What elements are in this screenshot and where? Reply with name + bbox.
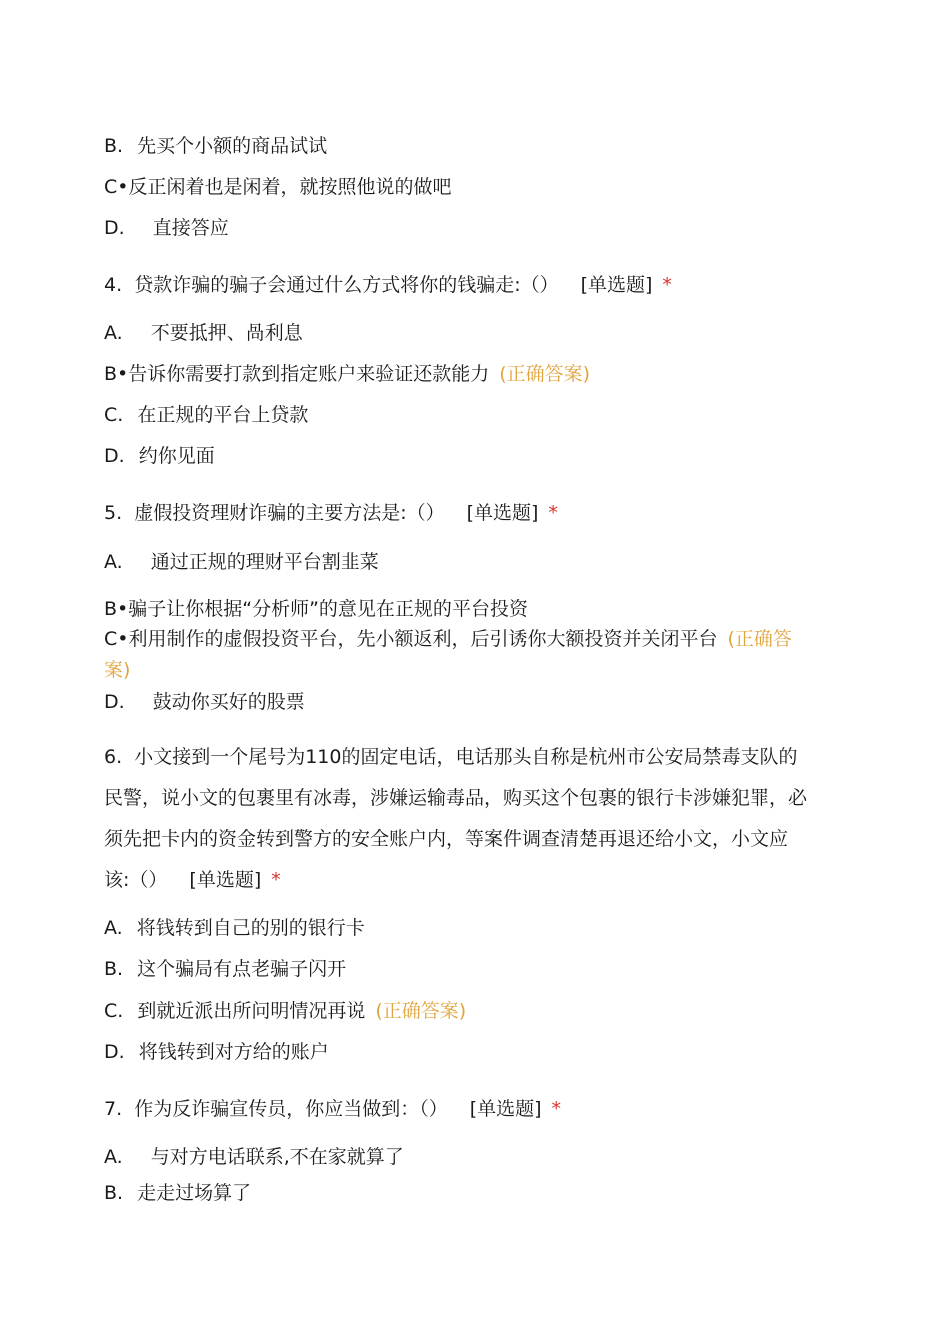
- option-label: B•: [104, 598, 129, 620]
- question-number: 7.: [104, 1098, 123, 1120]
- q5-option-c: [104, 624, 792, 654]
- question-6-line-2: [104, 783, 807, 813]
- question-text: 须先把卡内的资金转到警方的安全账户内，等案件调查清楚再退还给小文，小文应: [104, 828, 789, 850]
- question-7: [104, 1094, 561, 1124]
- required-mark: *: [551, 1098, 562, 1120]
- option-label: C•: [104, 628, 129, 650]
- option-text: 不要抵押、咼利息: [150, 322, 303, 344]
- q5-option-b: [104, 594, 528, 624]
- required-mark: *: [548, 502, 558, 524]
- question-5: [104, 498, 558, 528]
- option-label: B.: [104, 1182, 124, 1204]
- q4-option-d: [104, 441, 215, 471]
- required-mark: *: [662, 274, 672, 296]
- option-text: 走走过场算了: [137, 1182, 252, 1204]
- option-text: 将钱转到对方给的账户: [138, 1041, 329, 1063]
- q7-option-b: [104, 1178, 251, 1208]
- question-text: 贷款诈骗的骗子会通过什么方式将你的钱骗走:（）: [134, 274, 559, 296]
- correct-answer-tag: (正确答案): [375, 1000, 467, 1022]
- option-label: D.: [104, 445, 125, 467]
- question-6-line-4: [104, 865, 281, 895]
- option-text: 鼓动你买好的股票: [152, 691, 305, 713]
- q4-option-c: [104, 400, 308, 430]
- option-label: C.: [104, 1000, 124, 1022]
- option-text: 直接答应: [152, 217, 229, 239]
- q6-option-a: [104, 913, 365, 943]
- q5-option-c-wrap: [104, 655, 130, 685]
- question-text: 民警，说小文的包裹里有冰毒，涉嫌运输毒品，购买这个包裹的银行卡涉嫌犯罪，必: [104, 787, 808, 809]
- correct-answer-tag: (正确答案): [499, 363, 591, 385]
- option-text: 将钱转到自己的别的银行卡: [136, 917, 365, 939]
- question-6-line-1: [104, 742, 797, 772]
- option-label: C•: [104, 176, 129, 198]
- correct-answer-tag-cont: 案): [104, 659, 131, 681]
- required-mark: *: [271, 869, 281, 891]
- q5-option-d: [104, 687, 305, 717]
- option-label: D.: [104, 691, 125, 713]
- option-text: 骗子让你根据“分析师”的意见在正规的平台投资: [128, 598, 528, 620]
- option-text: 告诉你需要打款到指定账户来验证还款能力: [128, 363, 490, 385]
- option-label: B•: [104, 363, 129, 385]
- option-label: A.: [104, 1146, 123, 1168]
- question-number: 6.: [104, 746, 123, 768]
- question-text: 虚假投资理财诈骗的主要方法是:（）: [134, 502, 445, 524]
- option-label: B.: [104, 135, 124, 157]
- q6-option-d: [104, 1037, 329, 1067]
- q5-option-a: [104, 547, 379, 577]
- q7-option-a: [104, 1142, 404, 1172]
- option-text: 与对方电话联系,不在家就算了: [150, 1146, 404, 1168]
- question-4: [104, 270, 672, 300]
- option-text: 通过正规的理财平台割韭菜: [150, 551, 379, 573]
- question-number: 5.: [104, 502, 123, 524]
- question-type: [单选题]: [466, 502, 539, 524]
- option-label: A.: [104, 551, 123, 573]
- option-b-prev: [104, 131, 327, 161]
- option-text: 这个骗局有点老骗子闪开: [137, 958, 347, 980]
- option-text: 先买个小额的商品试试: [137, 135, 328, 157]
- option-d-prev: [104, 213, 229, 243]
- option-label: A.: [104, 322, 123, 344]
- option-text: 到就近派出所问明情况再说: [137, 1000, 366, 1022]
- question-number: 4.: [104, 274, 123, 296]
- q6-option-c: [104, 996, 466, 1026]
- question-type: [单选题]: [469, 1098, 542, 1120]
- option-text: 在正规的平台上贷款: [137, 404, 309, 426]
- option-label: A.: [104, 917, 123, 939]
- q4-option-a: [104, 318, 303, 348]
- correct-answer-tag: (正确答: [727, 628, 792, 650]
- question-type: [单选题]: [189, 869, 262, 891]
- option-text: 约你见面: [138, 445, 215, 467]
- option-text: 反正闲着也是闲着，就按照他说的做吧: [128, 176, 452, 198]
- option-label: C.: [104, 404, 124, 426]
- question-text: 小文接到一个尾号为110的固定电话，电话那头自称是杭州市公安局禁毒支队的: [134, 746, 798, 768]
- q4-option-b: [104, 359, 590, 389]
- option-label: D.: [104, 217, 125, 239]
- q6-option-b: [104, 954, 346, 984]
- question-text: 该:（）: [104, 869, 168, 891]
- option-label: D.: [104, 1041, 125, 1063]
- option-c-prev: [104, 172, 452, 202]
- question-text: 作为反诈骗宣传员，你应当做到：（）: [134, 1098, 448, 1120]
- question-6-line-3: [104, 824, 788, 854]
- option-text: 利用制作的虚假投资平台，先小额返利，后引诱你大额投资并关闭平台: [128, 628, 718, 650]
- option-label: B.: [104, 958, 124, 980]
- question-type: [单选题]: [580, 274, 653, 296]
